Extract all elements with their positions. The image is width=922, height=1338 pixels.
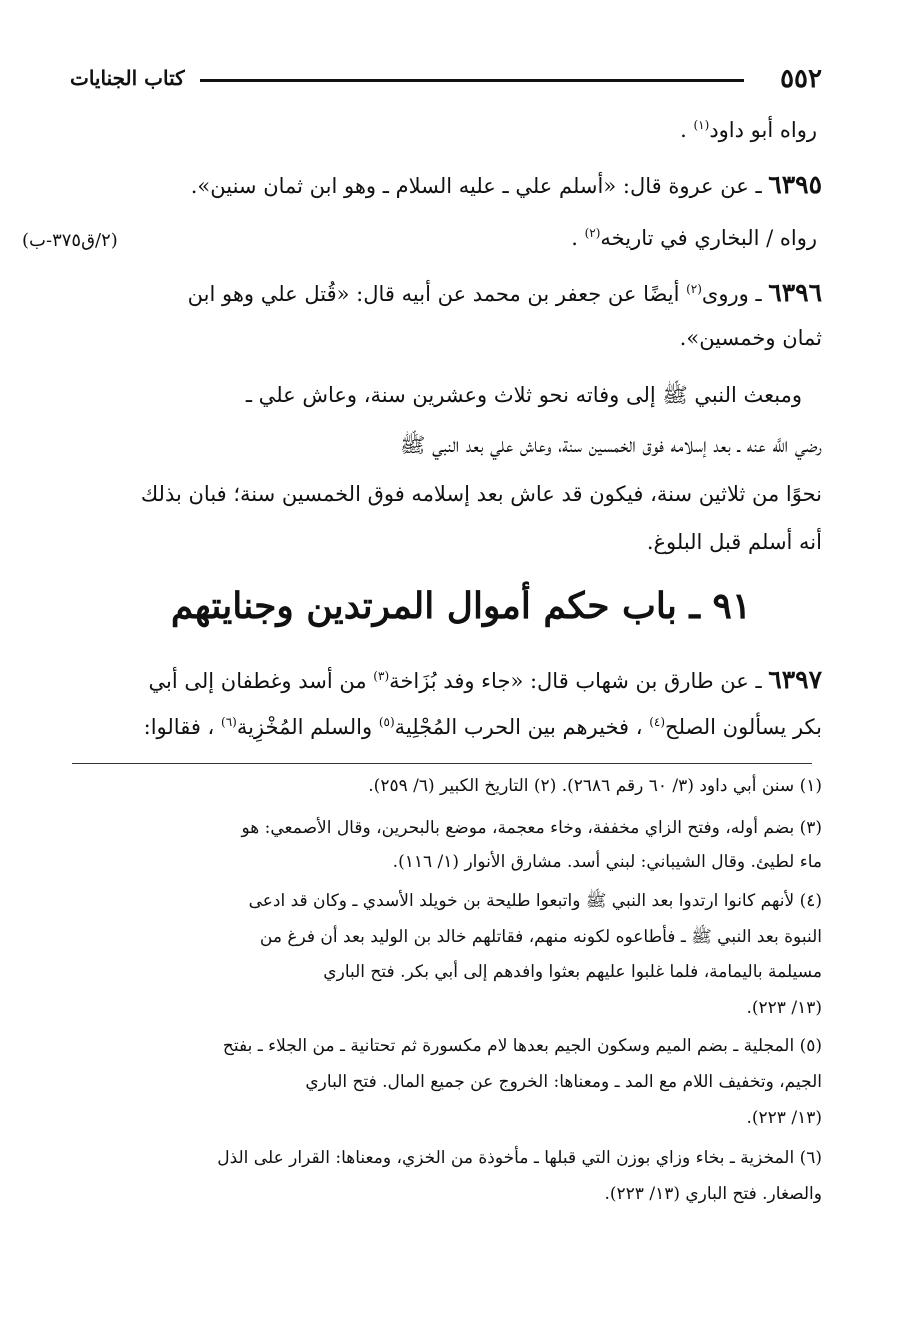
footnote-4-cont: مسيلمة باليمامة، فلما غلبوا عليهم بعثوا وافدهم إلى أبي بكر. فتح الباري [323, 962, 822, 982]
hadith-text: ـ عن طارق بن شهاب قال: «جاء وفد بُزَاخة [389, 669, 769, 693]
footnote-separator [72, 763, 812, 764]
paragraph-line: نحوًا من ثلاثين سنة، فيكون قد عاش بعد إسلامه فوق الخمسين سنة؛ فبان بذلك [140, 482, 822, 506]
book-title: كتاب الجنايات [70, 66, 185, 90]
text-span: ، فقالوا: [143, 715, 221, 739]
hadith-text: أيضًا عن جعفر بن محمد عن أبيه قال: «قُتل علي وهو ابن [187, 282, 687, 306]
footnote-ref: (١) [693, 118, 710, 132]
footnote-ref: (٢) [686, 282, 702, 296]
hadith-text: ـ وروى [701, 282, 769, 306]
hadith-text: من أسد وغطفان إلى أبي [148, 669, 374, 693]
footnote-5: (٥) المجلية ـ بضم الميم وسكون الجيم بعدها لام مكسورة ثم تحتانية ـ من الجلاء ـ بفتح [222, 1036, 822, 1056]
header-rule [200, 79, 744, 82]
chapter-heading: ٩١ ـ باب حكم أموال المرتدين وجنايتهم [170, 585, 752, 627]
footnote-ref: (٦) [221, 715, 237, 729]
footnote-4-cont: (١٣/ ٢٢٣). [746, 998, 822, 1018]
text-span: ، فخيرهم بين الحرب المُجْلِية [394, 715, 650, 739]
hadith-number: ٦٣٩٥ [768, 170, 822, 199]
paragraph-line: أنه أسلم قبل البلوغ. [646, 530, 822, 554]
footnote-ref: (٥) [378, 715, 395, 729]
page-number: ٥٥٢ [780, 64, 822, 94]
text-span: بكر يسألون الصلح [665, 715, 822, 739]
hadith-number: ٦٣٩٦ [768, 278, 822, 307]
text-span: . [680, 118, 694, 142]
footnote-ref: (٢) [584, 226, 601, 240]
footnote-ref: (٣) [373, 669, 390, 683]
hadith-6396 [188, 278, 822, 307]
hadith-6397 [149, 665, 822, 694]
manuscript-margin-note: (٢/ق٣٧٥-ب) [22, 230, 118, 251]
text-span: رواه أبو داود [709, 118, 817, 142]
text-line [144, 715, 822, 739]
footnote-3: (٣) بضم أوله، وفتح الزاي مخففة، وخاء معجمة، موضع بالبحرين، وقال الأصمعي: هو [241, 818, 822, 838]
text-line [571, 226, 817, 250]
hadith-6395 [191, 170, 822, 199]
text-line: ثمان وخمسين». [679, 326, 822, 350]
text-line [680, 118, 817, 142]
footnote-1-2: (١) سنن أبي داود (٣/ ٦٠ رقم ٢٦٨٦). (٢) التاريخ الكبير (٦/ ٢٥٩). [368, 776, 822, 796]
footnote-4: (٤) لأنهم كانوا ارتدوا بعد النبي ﷺ واتبعوا طليحة بن خويلد الأسدي ـ وكان قد ادعى [248, 891, 822, 911]
text-span: والسلم المُخْزِية [236, 715, 379, 739]
footnote-3-cont: ماء لطيئ. وقال الشيباني: لبني أسد. مشارق الأنوار (١/ ١١٦). [392, 852, 822, 872]
footnote-4-cont: النبوة بعد النبي ﷺ ـ فأطاعوه لكونه منهم، فقاتلهم خالد بن الوليد بعد أن فرغ من [259, 927, 822, 947]
hadith-text: ـ عن عروة قال: «أسلم علي ـ عليه السلام ـ وهو ابن ثمان سنين». [190, 174, 769, 198]
paragraph-line: ومبعث النبي ﷺ إلى وفاته نحو ثلاث وعشرين سنة، وعاش علي ـ [245, 383, 802, 407]
text-span: رواه / البخاري في تاريخه [600, 226, 817, 250]
page-header [70, 62, 822, 98]
hadith-number: ٦٣٩٧ [768, 665, 822, 694]
text-span: . [571, 226, 585, 250]
footnote-6-cont: والصغار. فتح الباري (١٣/ ٢٢٣). [604, 1184, 822, 1204]
footnote-ref: (٤) [649, 715, 666, 729]
footnote-6: (٦) المخزية ـ بخاء وزاي بوزن التي قبلها ـ مأخوذة من الخزي، ومعناها: القرار على الذل [217, 1148, 822, 1168]
footnote-5-cont: (١٣/ ٢٢٣). [746, 1108, 822, 1128]
paragraph-line: رضي اللَّه عنه ـ بعد إسلامه فوق الخمسين سنة، وعاش علي بعد النبي ﷺ [400, 433, 822, 457]
footnote-5-cont: الجيم، وتخفيف اللام مع المد ـ ومعناها: الخروج عن جميع المال. فتح الباري [305, 1072, 822, 1092]
